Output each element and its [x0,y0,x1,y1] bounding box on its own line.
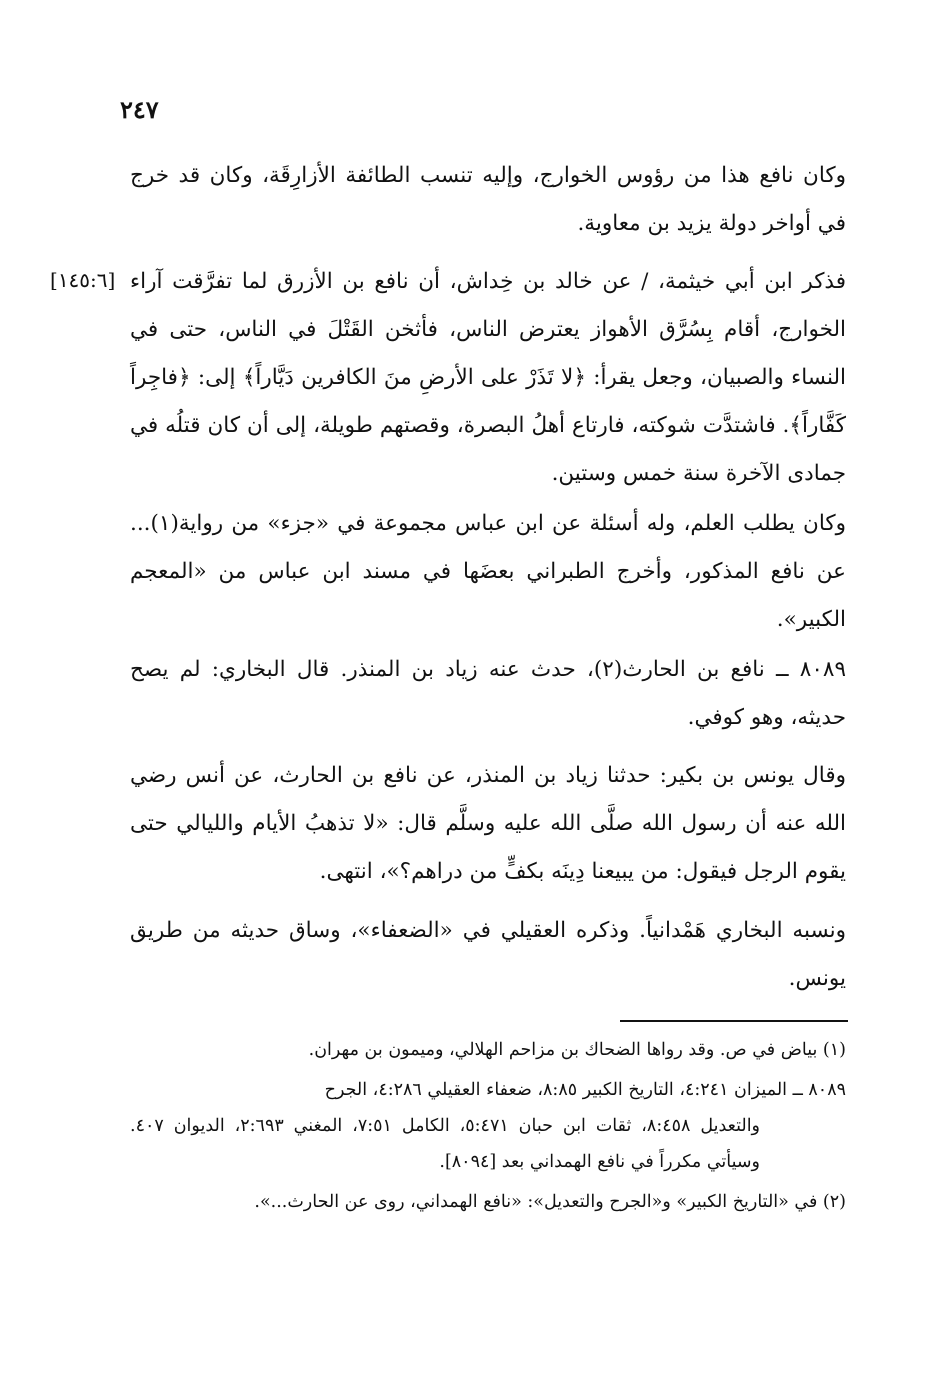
paragraph-1: وكان نافع هذا من رؤوس الخوارج، وإليه تنسب الطائفة الأزارِقَة، وكان قد خرج في أواخر دولة يزيد بن معاوية. [130,163,846,236]
entry-8089: ٨٠٨٩ ــ نافع بن الحارث(٢)، حدث عنه زياد بن المنذر. قال البخاري: لم يصح حديثه، وهو كوفي. [130,657,846,730]
footnote-2: (٢) في «التاريخ الكبير» و«الجرح والتعديل»: «نافع الهمداني، روى عن الحارث...». [254,1192,846,1212]
paragraph-2: فذكر ابن أبي خيثمة، / عن خالد بن خِداش، أن نافع بن الأزرق لما تفرَّقت آراء الخوارج، أقام بِسُرَّق الأهواز يعترض الناس، فأثخن القَتْلَ في الناس، حتى في النساء والصبيان، وجعل يقرأ: ﴿لا تَذَرْ على الأرضِ منَ الكافرين دَيَّاراً﴾ إلى: ﴿فاجِراً كَفَّاراً﴾. فاشتدَّت شوكته، فارتاع أهلُ البصرة، وقصتهم طويلة، إلى أن كان قتلُه في جمادى الآخرة سنة خمس وستين. [130,269,846,486]
footnote-rule [620,1020,848,1022]
page-number: ٢٤٧ [120,95,159,124]
footnote-1: (١) بياض في ص. وقد رواها الضحاك بن مزاحم الهلالي، وميمون بن مهران. [308,1040,846,1060]
paragraph-6: ونسبه البخاري هَمْدانياً. وذكره العقيلي في «الضعفاء»، وساق حديثه من طريق يونس. [130,918,846,991]
margin-reference: [١٤٥:٦] [50,268,116,292]
paragraph-3: وكان يطلب العلم، وله أسئلة عن ابن عباس مجموعة في «جزء» من رواية(١)... عن نافع المذكور، وأخرج الطبراني بعضَها في مسند ابن عباس من «المعجم الكبير». [130,511,846,632]
footnote-8089: ٨٠٨٩ ــ الميزان ٤:٢٤١، التاريخ الكبير ٨:٨٥، ضعفاء العقيلي ٤:٢٨٦، الجرح [324,1080,846,1100]
footnote-8089-continued: والتعديل ٨:٤٥٨، ثقات ابن حبان ٥:٤٧١، الكامل ٧:٥١، المغني ٢:٦٩٣، الديوان ٤٠٧. وسيأتي مكرراً في نافع الهمداني بعد [٨٠٩٤]. [130,1116,761,1172]
footnotes [130,1032,846,1224]
paragraph-5: وقال يونس بن بكير: حدثنا زياد بن المنذر، عن نافع بن الحارث، عن أنس رضي الله عنه أن رسول الله صلَّى الله عليه وسلَّم قال: «لا تذهبُ الأيام والليالي حتى يقوم الرجل فيقول: من يبيعنا دِينَه بكفٍّ من دراهم؟»، انتهى. [130,763,846,884]
